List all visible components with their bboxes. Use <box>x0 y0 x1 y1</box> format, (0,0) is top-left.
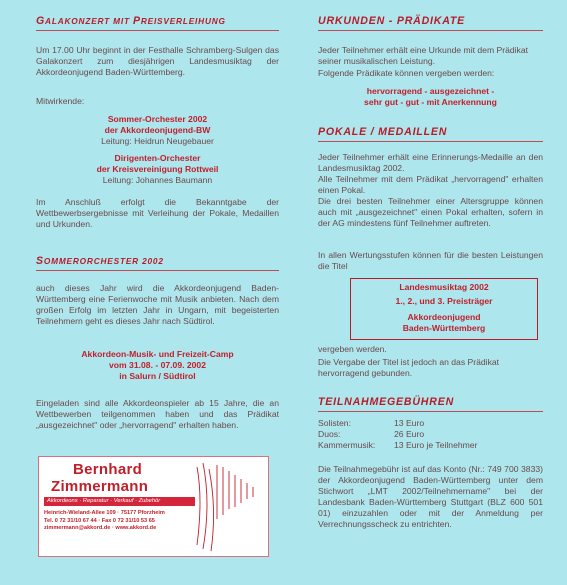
predicates-line-1: hervorragend - ausgezeichnet - <box>366 86 495 96</box>
fee-row <box>318 440 543 451</box>
mitwirkende-label: Mitwirkende: <box>36 96 85 106</box>
orchestra-1-subtitle: der Akkordeonjugend-BW <box>104 124 211 135</box>
ad-email: zimmermann@akkord.de · www.akkord.de <box>44 525 157 532</box>
predicates-line-2: sehr gut - gut - mit Anerkennung <box>364 96 497 107</box>
pokale-text-2: Alle Teilnehmer mit dem Prädikat „hervorragend" erhalten einen Pokal. <box>318 174 543 195</box>
orchestra-2-subtitle: der Kreisvereinigung Rottweil <box>96 163 219 174</box>
camp-title: Akkordeon-Musik- und Freizeit-Camp <box>81 349 234 359</box>
galakonzert-closing: Im Anschluß erfolgt die Bekanntgabe der Wettbewerbsergebnisse mit Verleihung der Pokale, Medaillen und Urkunden. <box>36 197 279 229</box>
fee-value: 13 Euro <box>394 418 425 428</box>
pokale-text-3: Die drei besten Teilnehmer einer Altersgruppe können auch mit „ausgezeichnet" einen Pokal erhalten, sofern in der AG mindestens fünf Teilnehmer auftreten. <box>318 196 543 228</box>
ad-tagline: Akkordeons · Reparatur · Verkauf · Zubehör <box>44 497 195 506</box>
predicates-list <box>318 86 543 108</box>
urkunden-text-2: Folgende Prädikate können vergeben werden: <box>318 68 495 78</box>
teilnahmegebuehren-heading: TEILNAHMEGEBÜHREN <box>318 396 543 412</box>
after-box-text-1: vergeben werden. <box>318 344 387 354</box>
ad-name-last: Zimmermann <box>51 478 149 496</box>
title-box-line-4: Baden-Württemberg <box>402 322 486 333</box>
orchestra-1 <box>36 114 279 147</box>
orchestra-2 <box>36 153 279 186</box>
fee-row <box>318 429 543 440</box>
accordion-strings-icon <box>191 459 267 555</box>
ad-name-first: Bernhard <box>73 461 143 478</box>
fee-label: Solisten: <box>318 418 351 428</box>
fees-table <box>318 418 543 451</box>
title-box-line-1: Landesmusiktag 2002 <box>399 282 489 292</box>
ad-address <box>44 510 165 533</box>
galakonzert-intro: Um 17.00 Uhr beginnt in der Festhalle Schramberg-Sulgen das Galakonzert zum diesjährigen Landesmusiktag der Akkordeonjugend Baden-Württemberg. <box>36 45 279 77</box>
ad-street: Heinrich-Wieland-Allee 109 · 75177 Pforzheim <box>44 510 165 516</box>
camp-info <box>36 349 279 382</box>
orchestra-1-leader: Leitung: Heidrun Neugebauer <box>101 135 214 146</box>
pokale-text-1: Jeder Teilnehmer erhält eine Erinnerungs-Medaille an den Landesmusiktag 2002. <box>318 152 543 173</box>
fee-value: 26 Euro <box>394 428 425 439</box>
title-box-line-3: Akkordeonjugend <box>407 311 481 322</box>
sommerorchester-heading: SOMMERORCHESTER 2002 <box>36 255 279 271</box>
orchestra-1-title: Sommer-Orchester 2002 <box>107 114 208 124</box>
orchestra-2-title: Dirigenten-Orchester <box>114 153 201 163</box>
fee-label: Kammermusik: <box>318 439 376 450</box>
urkunden-text: Jeder Teilnehmer erhält eine Urkunde mit dem Prädikat seiner musikalischen Leistung. <box>318 45 529 66</box>
ad-phone: Tel. 0 72 31/10 67 44 · Fax 0 72 31/10 53 65 <box>44 517 155 524</box>
payment-text: Die Teilnahmegebühr ist auf das Konto (Nr.: 749 700 3833) der Akkordeonjugend Baden-Württemberg unter dem Stichwort „LMT 2002/Teilnehmername" bei der Landesbank Baden-Württemberg Stuttgart (BLZ 600 501 01) einzuzahlen oder mit der Anmeldung per Verrechnungsscheck zu entrichten. <box>318 464 543 529</box>
title-box <box>350 278 538 340</box>
fee-label: Duos: <box>318 428 341 439</box>
fee-value: 13 Euro je Teilnehmer <box>394 439 478 450</box>
camp-dates: vom 31.08. - 07.09. 2002 <box>109 359 206 370</box>
after-box-text-2: Die Vergabe der Titel ist jedoch an das Prädikat hervorragend gebunden. <box>318 357 500 378</box>
camp-location: in Salurn / Südtirol <box>119 370 196 381</box>
zimmermann-advertisement <box>38 456 269 557</box>
urkunden-heading: URKUNDEN - PRÄDIKATE <box>318 15 543 31</box>
fee-row <box>318 418 543 429</box>
orchestra-2-leader: Leitung: Johannes Baumann <box>102 174 213 185</box>
camp-invitation: Eingeladen sind alle Akkordeonspieler ab 15 Jahre, die an Wettbewerben teilgenommen haben und das Prädikat „ausgezeichnet" oder „hervorragend" erhalten haben. <box>36 398 279 430</box>
pokale-text-4: In allen Wertungsstufen können für die besten Leistungen die Titel <box>318 250 543 271</box>
title-box-line-2: 1., 2., und 3. Preisträger <box>395 295 493 306</box>
sommerorchester-text: auch dieses Jahr wird die Akkordeonjugend Baden-Württemberg eine Ferienwoche mit Musik anbieten. Nach dem großen Erfolg im letzten Jahr in Ungarn, mit begeisterten Teilnehmern geht es dieses Jahr nach Südtirol. <box>36 283 279 326</box>
ad-company-name <box>51 461 148 496</box>
galakonzert-heading: GALAKONZERT MIT PREISVERLEIHUNG <box>36 15 279 31</box>
pokale-heading: POKALE / MEDAILLEN <box>318 126 543 142</box>
